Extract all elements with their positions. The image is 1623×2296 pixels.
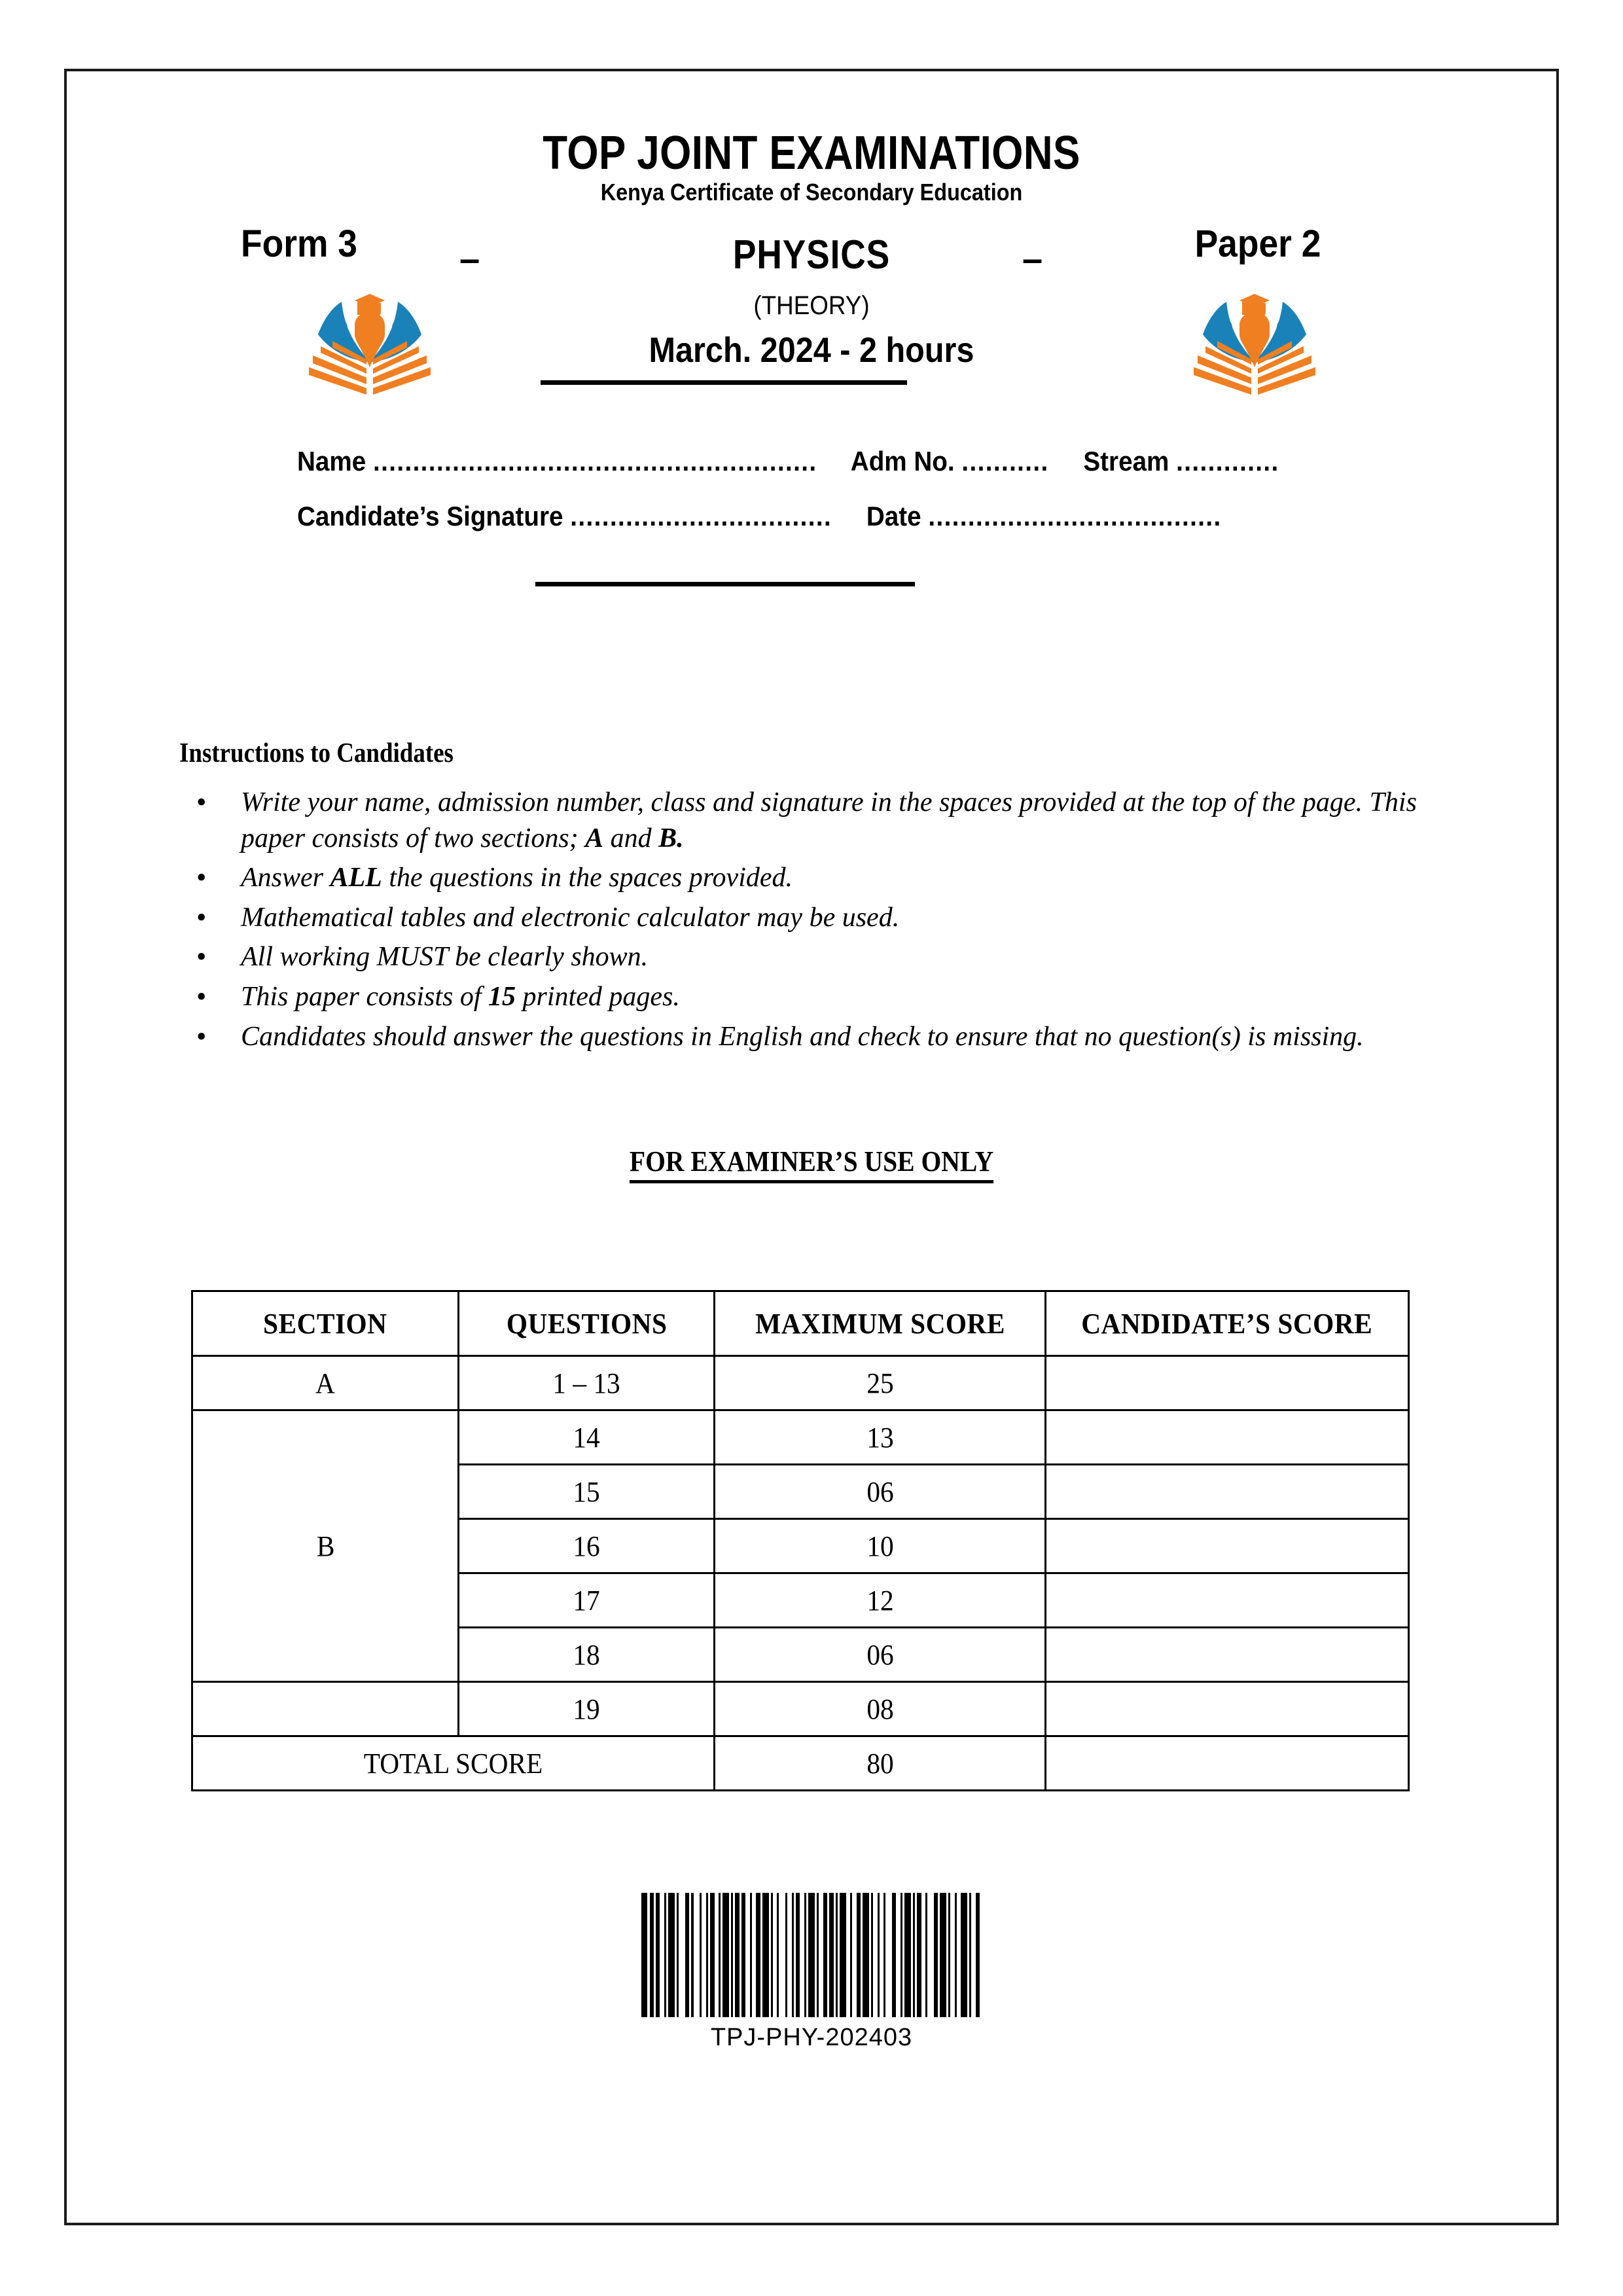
instruction-text: the questions in the spaces provided. xyxy=(382,863,793,893)
instruction-item xyxy=(185,979,1467,1015)
barcode-bar xyxy=(840,1893,846,2017)
cell-maximum-score-text: 08 xyxy=(866,1693,894,1725)
date-dotted-line[interactable]: ..................................... xyxy=(928,501,1222,531)
cell-maximum-score-text: 25 xyxy=(866,1367,894,1399)
header-divider-top xyxy=(541,380,907,385)
col-header-section: SECTION xyxy=(192,1291,459,1356)
cell-maximum-score xyxy=(715,1573,1046,1628)
score-table-head xyxy=(192,1291,1409,1356)
cell-total-maximum-text: 80 xyxy=(866,1747,894,1780)
instruction-emphasis: 15 xyxy=(488,981,516,1012)
cell-section xyxy=(192,1356,459,1410)
cell-questions xyxy=(459,1465,715,1519)
barcode-image xyxy=(641,1893,982,2017)
barcode-bar xyxy=(863,1893,869,2017)
cell-section-text: A xyxy=(315,1367,336,1399)
barcode-bar xyxy=(961,1893,967,2017)
cell-questions xyxy=(459,1519,715,1573)
cell-maximum-score xyxy=(715,1519,1046,1573)
cell-section-b xyxy=(192,1410,459,1682)
paper-type-label: (THEORY) xyxy=(753,291,870,320)
instruction-text: and xyxy=(603,823,659,853)
barcode-bar xyxy=(694,1893,700,2017)
school-logo-right xyxy=(1186,278,1323,409)
instruction-text: Write your name, admission number, class and signature in the spaces provided at the top of the page. This paper consists of two sections; xyxy=(241,787,1417,853)
cell-total-candidate[interactable] xyxy=(1046,1736,1409,1791)
instructions-heading: Instructions to Candidates xyxy=(179,738,454,768)
bullet-icon: • xyxy=(196,786,207,818)
name-label: Name xyxy=(297,446,366,476)
dash-separator-right: – xyxy=(1022,238,1043,279)
cell-candidate-score[interactable] xyxy=(1046,1410,1409,1465)
signature-label: Candidate’s Signature xyxy=(297,501,563,531)
cell-maximum-score xyxy=(715,1410,1046,1465)
subject-label: PHYSICS xyxy=(732,232,891,278)
bullet-icon: • xyxy=(196,861,207,894)
cell-candidate-score[interactable] xyxy=(1046,1465,1409,1519)
score-table xyxy=(191,1290,1410,1791)
table-row xyxy=(192,1682,1409,1736)
cell-questions-text: 17 xyxy=(573,1584,600,1617)
bullet-icon: • xyxy=(196,1020,207,1052)
instruction-text: All working MUST be clearly shown. xyxy=(241,942,649,973)
table-row-total xyxy=(192,1736,1409,1791)
instruction-item xyxy=(185,860,1467,896)
table-row xyxy=(192,1410,1409,1465)
dash-separator-left: – xyxy=(459,238,480,279)
cell-candidate-score[interactable] xyxy=(1046,1519,1409,1573)
cell-maximum-score xyxy=(715,1682,1046,1736)
barcode-bar xyxy=(885,1893,892,2017)
instruction-emphasis: ALL xyxy=(330,863,382,893)
cell-questions-text: 14 xyxy=(573,1421,600,1454)
header-divider-bottom xyxy=(535,582,915,586)
instruction-item xyxy=(185,900,1467,936)
cell-section-empty xyxy=(192,1682,459,1736)
score-table-header-row xyxy=(192,1291,1409,1356)
instructions-list xyxy=(185,785,1467,1058)
barcode-bar xyxy=(940,1893,946,2017)
barcode-bar xyxy=(980,1893,982,2017)
cell-questions-text: 19 xyxy=(573,1693,600,1725)
barcode-bar xyxy=(904,1893,911,2017)
candidate-name-row xyxy=(297,446,1279,477)
cell-maximum-score-text: 12 xyxy=(866,1584,894,1617)
instruction-text: printed pages. xyxy=(516,981,680,1012)
barcode-block xyxy=(67,1884,1556,2052)
cell-maximum-score xyxy=(715,1465,1046,1519)
barcode-bar xyxy=(808,1893,815,2017)
stream-label: Stream xyxy=(1083,446,1169,476)
col-header-questions: QUESTIONS xyxy=(459,1291,715,1356)
bullet-icon: • xyxy=(196,901,207,933)
barcode-bar xyxy=(668,1893,675,2017)
name-dotted-line[interactable]: ........................................................ xyxy=(372,446,817,476)
instruction-text: Candidates should answer the questions in English and check to ensure that no question(s) is missing. xyxy=(241,1021,1364,1052)
bullet-icon: • xyxy=(196,941,207,973)
page-frame xyxy=(64,69,1559,2225)
cell-maximum-score xyxy=(715,1628,1046,1682)
instruction-text: This paper consists of xyxy=(241,981,489,1012)
date-duration-label: March. 2024 - 2 hours xyxy=(649,331,974,370)
cell-candidate-score[interactable] xyxy=(1046,1628,1409,1682)
cell-maximum-score-text: 13 xyxy=(866,1421,894,1454)
barcode-bar xyxy=(762,1893,769,2017)
cell-questions-text: 16 xyxy=(573,1530,600,1562)
cell-total-label xyxy=(192,1736,715,1791)
instruction-emphasis: A xyxy=(585,823,604,853)
bullet-icon: • xyxy=(196,980,207,1013)
cell-total-label-text: TOTAL SCORE xyxy=(363,1747,543,1780)
cell-section-b-text: B xyxy=(316,1530,334,1562)
paper-label: Paper 2 xyxy=(1194,223,1321,265)
barcode-bar xyxy=(722,1893,729,2017)
stream-dotted-line[interactable]: ............. xyxy=(1176,446,1279,476)
cell-questions xyxy=(459,1682,715,1736)
date-label: Date xyxy=(866,501,921,531)
col-header-candidate-score: CANDIDATE’S SCORE xyxy=(1046,1291,1409,1356)
exam-subtitle: Kenya Certificate of Secondary Education xyxy=(600,179,1023,206)
cell-questions xyxy=(459,1628,715,1682)
barcode-bar xyxy=(927,1893,934,2017)
exam-title: TOP JOINT EXAMINATIONS xyxy=(543,127,1080,179)
cell-questions xyxy=(459,1573,715,1628)
cell-questions-text: 1 – 13 xyxy=(552,1367,620,1399)
form-label: Form 3 xyxy=(241,223,357,265)
cell-maximum-score-text: 10 xyxy=(866,1530,894,1562)
cell-candidate-score[interactable] xyxy=(1046,1356,1409,1410)
instruction-emphasis: B. xyxy=(658,823,684,853)
examiner-use-heading-text: FOR EXAMINER’S USE ONLY xyxy=(630,1145,993,1183)
table-row xyxy=(192,1356,1409,1410)
cell-total-maximum xyxy=(715,1736,1046,1791)
barcode-bar xyxy=(641,1893,648,2017)
cell-questions xyxy=(459,1410,715,1465)
school-logo-left xyxy=(301,278,438,409)
barcode-bar xyxy=(779,1893,785,2017)
instruction-item xyxy=(185,939,1467,975)
cell-candidate-score[interactable] xyxy=(1046,1682,1409,1736)
adm-no-label: Adm No. xyxy=(850,446,955,476)
instruction-text: Answer xyxy=(241,863,330,893)
col-header-maximum-score: MAXIMUM SCORE xyxy=(715,1291,1046,1356)
cell-candidate-score[interactable] xyxy=(1046,1573,1409,1628)
score-table-body xyxy=(192,1356,1409,1791)
instruction-item xyxy=(185,1019,1467,1055)
cell-questions-text: 18 xyxy=(573,1638,600,1671)
barcode-bar xyxy=(679,1893,685,2017)
cell-questions-text: 15 xyxy=(573,1475,600,1508)
cell-maximum-score xyxy=(715,1356,1046,1410)
examiner-use-heading xyxy=(67,1145,1556,1183)
signature-dotted-line[interactable]: ................................. xyxy=(570,501,832,531)
cell-maximum-score-text: 06 xyxy=(866,1638,894,1671)
cell-maximum-score-text: 06 xyxy=(866,1475,894,1508)
instruction-text: Mathematical tables and electronic calculator may be used. xyxy=(241,902,900,933)
cell-questions xyxy=(459,1356,715,1410)
candidate-signature-row xyxy=(297,501,1222,532)
instruction-item xyxy=(185,785,1467,856)
adm-no-dotted-line[interactable]: ........... xyxy=(961,446,1049,476)
barcode-text: TPJ-PHY-202403 xyxy=(710,2024,913,2051)
